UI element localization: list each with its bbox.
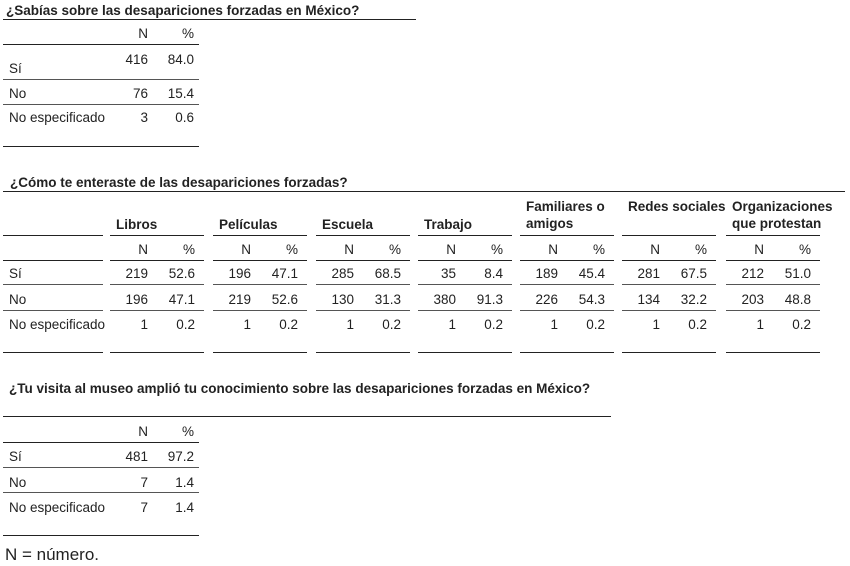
table2-header-n: N bbox=[344, 242, 354, 257]
table2-header-rule bbox=[418, 260, 512, 261]
table2-group-header: Familiares o amigos bbox=[526, 199, 605, 231]
table1-row-ne-n: 3 bbox=[140, 110, 148, 125]
table2-cell-pct: 31.3 bbox=[374, 292, 401, 307]
table3-row-rule bbox=[3, 467, 199, 468]
table1-title-rule bbox=[3, 19, 416, 20]
table3-row-si-n: 481 bbox=[125, 449, 148, 464]
table1-title: ¿Sabías sobre las desapariciones forzadas en México? bbox=[6, 3, 360, 18]
table2-cell-n: 1 bbox=[140, 317, 148, 332]
table2-cell-pct: 51.0 bbox=[784, 266, 811, 281]
table1-row-ne-label: No especificado bbox=[9, 110, 106, 125]
table2-bottom-rule bbox=[316, 352, 410, 353]
table2-cell-n: 130 bbox=[331, 292, 354, 307]
table2-cell-pct: 47.1 bbox=[271, 266, 298, 281]
table2-group-rule bbox=[418, 235, 512, 236]
table2-group-rule bbox=[3, 235, 103, 236]
table1-row-rule bbox=[3, 104, 199, 105]
table3-row-no-pct: 1.4 bbox=[175, 475, 194, 490]
table2-header-pct: % bbox=[694, 242, 707, 257]
table2-bottom-rule bbox=[418, 352, 512, 353]
table2-cell-pct: 0.2 bbox=[484, 317, 503, 332]
table2-header-pct: % bbox=[592, 242, 605, 257]
table2-cell-pct: 0.2 bbox=[382, 317, 401, 332]
table2-title-rule bbox=[3, 191, 845, 192]
table2-group-header: Películas bbox=[219, 217, 278, 232]
table2-bottom-rule bbox=[213, 352, 307, 353]
table2-header-pct: % bbox=[388, 242, 401, 257]
table2-cell-pct: 48.8 bbox=[784, 292, 811, 307]
footnote: N = número. bbox=[5, 545, 100, 564]
table2-row-rule bbox=[622, 284, 716, 285]
table2-row-rule bbox=[726, 284, 820, 285]
table2-row-label: Sí bbox=[9, 266, 22, 281]
table2-row-rule bbox=[418, 310, 512, 311]
table2-title: ¿Cómo te enteraste de las desapariciones forzadas? bbox=[10, 175, 348, 190]
table2-group-header: Redes sociales bbox=[628, 199, 726, 214]
table2-group-rule bbox=[316, 235, 410, 236]
table2-row-rule bbox=[622, 310, 716, 311]
table2-row-label: No bbox=[9, 292, 27, 307]
table3-row-no-n: 7 bbox=[140, 475, 148, 490]
table2-cell-pct: 32.2 bbox=[680, 292, 707, 307]
table2-header-rule bbox=[213, 260, 307, 261]
table3-row-no-label: No bbox=[9, 475, 27, 490]
table2-row-rule bbox=[520, 284, 614, 285]
table2-header-rule bbox=[520, 260, 614, 261]
table2-row-rule bbox=[3, 310, 103, 311]
table2-group-rule bbox=[622, 235, 716, 236]
table2-header-rule bbox=[316, 260, 410, 261]
table1-row-si-pct: 84.0 bbox=[167, 52, 194, 67]
table2-header-n: N bbox=[650, 242, 660, 257]
table2-cell-pct: 0.2 bbox=[176, 317, 195, 332]
table2-group-rule bbox=[213, 235, 307, 236]
table2-header-pct: % bbox=[490, 242, 503, 257]
table3-header-n: N bbox=[138, 424, 148, 439]
table2-cell-n: 1 bbox=[652, 317, 660, 332]
table2-row-rule bbox=[3, 284, 103, 285]
table2-row-label: No especificado bbox=[9, 317, 106, 332]
table2-cell-n: 219 bbox=[228, 292, 251, 307]
table2-header-n: N bbox=[138, 242, 148, 257]
table2-row-rule bbox=[418, 284, 512, 285]
table2-row-rule bbox=[110, 284, 204, 285]
table2-group-header: Organizaciones que protestan bbox=[732, 199, 833, 231]
table2-cell-n: 189 bbox=[535, 266, 558, 281]
table2-cell-pct: 45.4 bbox=[578, 266, 605, 281]
table2-cell-n: 196 bbox=[125, 292, 148, 307]
table2-cell-n: 285 bbox=[331, 266, 354, 281]
table2-cell-n: 1 bbox=[243, 317, 251, 332]
table2-header-rule bbox=[726, 260, 820, 261]
table1-row-si-n: 416 bbox=[125, 52, 148, 67]
table2-cell-pct: 67.5 bbox=[680, 266, 707, 281]
table2-header-pct: % bbox=[182, 242, 195, 257]
table2-cell-n: 380 bbox=[433, 292, 456, 307]
table2-cell-pct: 52.6 bbox=[271, 292, 298, 307]
table1-header-pct: % bbox=[181, 26, 194, 41]
table2-header-pct: % bbox=[285, 242, 298, 257]
table3-row-ne-label: No especificado bbox=[9, 500, 106, 515]
table1-row-no-label: No bbox=[9, 86, 27, 101]
table2-cell-pct: 0.2 bbox=[792, 317, 811, 332]
table2-group-rule bbox=[726, 235, 820, 236]
table2-header-rule bbox=[3, 260, 103, 261]
table2-header-n: N bbox=[446, 242, 456, 257]
table3-row-rule bbox=[3, 492, 199, 493]
table2-group-header: Escuela bbox=[322, 217, 374, 232]
table2-group-header: Libros bbox=[116, 217, 158, 232]
table2-cell-pct: 91.3 bbox=[476, 292, 503, 307]
table2-cell-pct: 52.6 bbox=[168, 266, 195, 281]
table2-row-rule bbox=[110, 310, 204, 311]
table2-cell-pct: 54.3 bbox=[578, 292, 605, 307]
table1-bottom-rule bbox=[3, 146, 199, 147]
table3-bottom-rule bbox=[3, 535, 199, 536]
table2-cell-n: 1 bbox=[756, 317, 764, 332]
table2-group-header: Trabajo bbox=[424, 217, 473, 232]
table2-cell-n: 1 bbox=[550, 317, 558, 332]
table3-row-ne-pct: 1.4 bbox=[175, 500, 194, 515]
table2-row-rule bbox=[316, 310, 410, 311]
table2-cell-n: 196 bbox=[228, 266, 251, 281]
table2-group-rule bbox=[110, 235, 204, 236]
table2-header-rule bbox=[110, 260, 204, 261]
table2-header-rule bbox=[622, 260, 716, 261]
table3-row-ne-n: 7 bbox=[140, 500, 148, 515]
table2-cell-n: 35 bbox=[440, 266, 456, 281]
table1-row-ne-pct: 0.6 bbox=[175, 110, 194, 125]
table1-header-n: N bbox=[138, 26, 148, 41]
table2-bottom-rule bbox=[726, 352, 820, 353]
table1-header-rule bbox=[3, 44, 199, 45]
table2-cell-n: 1 bbox=[346, 317, 354, 332]
table3-row-si-label: Sí bbox=[9, 449, 22, 464]
table2-cell-n: 219 bbox=[125, 266, 148, 281]
table2-cell-pct: 68.5 bbox=[374, 266, 401, 281]
table2-row-rule bbox=[213, 310, 307, 311]
table2-cell-n: 1 bbox=[448, 317, 456, 332]
table2-cell-n: 134 bbox=[637, 292, 660, 307]
table2-cell-n: 281 bbox=[637, 266, 660, 281]
table2-bottom-rule bbox=[622, 352, 716, 353]
table2-cell-pct: 8.4 bbox=[484, 266, 503, 281]
table2-cell-n: 203 bbox=[741, 292, 764, 307]
table1-row-no-n: 76 bbox=[132, 86, 148, 101]
table3-title: ¿Tu visita al museo amplió tu conocimiento sobre las desapariciones forzadas en México? bbox=[9, 381, 591, 396]
table2-cell-pct: 0.2 bbox=[688, 317, 707, 332]
table2-cell-n: 226 bbox=[535, 292, 558, 307]
table2-header-pct: % bbox=[798, 242, 811, 257]
table2-header-n: N bbox=[548, 242, 558, 257]
table2-cell-pct: 0.2 bbox=[279, 317, 298, 332]
table2-row-rule bbox=[213, 284, 307, 285]
table2-bottom-rule bbox=[3, 352, 103, 353]
table3-header-rule bbox=[3, 442, 199, 443]
table2-row-rule bbox=[316, 284, 410, 285]
table2-header-n: N bbox=[241, 242, 251, 257]
table2-row-rule bbox=[726, 310, 820, 311]
table2-cell-n: 212 bbox=[741, 266, 764, 281]
table1-row-no-pct: 15.4 bbox=[167, 86, 194, 101]
table2-header-n: N bbox=[754, 242, 764, 257]
table2-bottom-rule bbox=[110, 352, 204, 353]
table2-cell-pct: 0.2 bbox=[586, 317, 605, 332]
table3-row-si-pct: 97.2 bbox=[167, 449, 194, 464]
table1-row-rule bbox=[3, 79, 199, 80]
table2-bottom-rule bbox=[520, 352, 614, 353]
table3-header-pct: % bbox=[181, 424, 194, 439]
table3-title-rule bbox=[3, 416, 611, 417]
table2-group-rule bbox=[520, 235, 614, 236]
table1-row-si-label: Sí bbox=[9, 61, 22, 76]
table2-row-rule bbox=[520, 310, 614, 311]
table2-cell-pct: 47.1 bbox=[168, 292, 195, 307]
